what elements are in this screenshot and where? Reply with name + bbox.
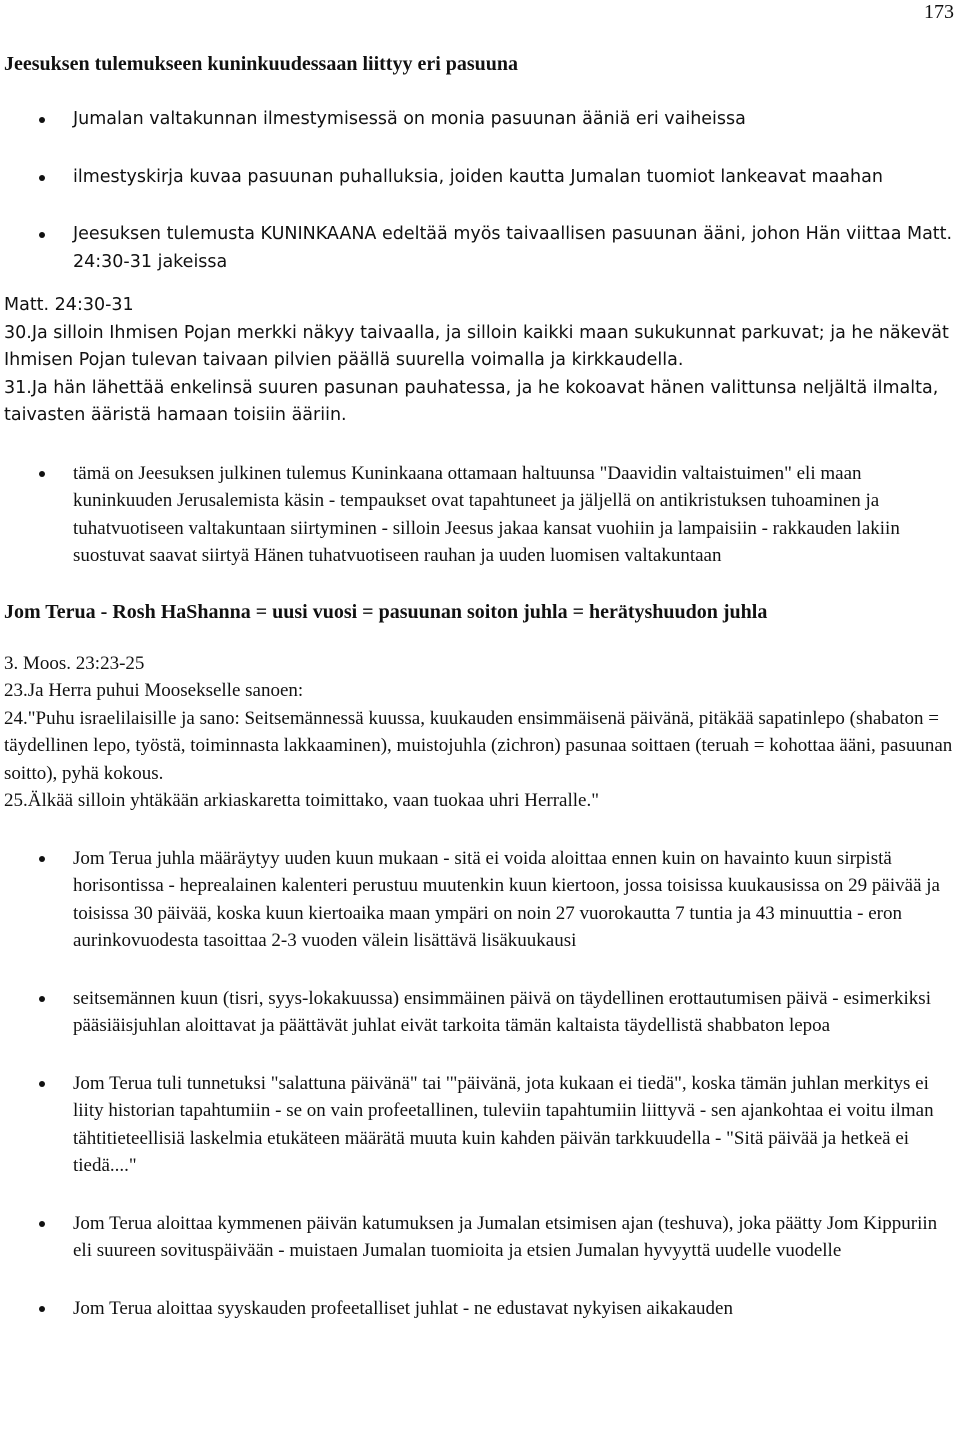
scripture-verse: 24."Puhu israelilaisille ja sano: Seitsemännessä kuussa, kuukauden ensimmäisenä päivänä, pitäkää sapatinlepo (shabaton = täydellinen lepo, työstä, toiminnasta lakkaaminen), muistojuhla (zichron) pasunaa soittaen (teruah = kohottaa ääni, pasuunan soitto), pyhä kokous.: [4, 707, 953, 784]
scripture-reference: 3. Moos. 23:23-25: [4, 652, 145, 674]
page-content: [4, 50, 956, 1322]
bullet-dot-icon: [39, 856, 45, 862]
bullet-item: [4, 164, 956, 192]
bullet-list-pasuuna: [4, 106, 956, 276]
bullet-item: [4, 106, 956, 134]
scripture-verse: 23.Ja Herra puhui Moosekselle sanoen:: [4, 680, 304, 701]
page-number: 173: [924, 1, 954, 23]
bullet-dot-icon: [39, 1081, 45, 1087]
bullet-list-tulemus: [4, 460, 956, 570]
section-heading-pasuuna: Jeesuksen tulemukseen kuninkuudessaan liittyy eri pasuuna: [4, 53, 519, 75]
bullet-item: [4, 985, 956, 1040]
bullet-item: [4, 460, 956, 570]
bullet-item: [4, 845, 956, 955]
section-heading-jom-terua: Jom Terua - Rosh HaShanna = uusi vuosi = pasuunan soiton juhla = herätyshuudon juhla: [4, 600, 768, 623]
bullet-dot-icon: [39, 117, 45, 123]
bullet-item: [4, 1295, 956, 1323]
scripture-reference: Matt. 24:30-31: [4, 295, 134, 315]
bullet-list-jom-terua: [4, 845, 956, 1323]
scripture-verse: 30.Ja silloin Ihmisen Pojan merkki näkyy taivaalla, ja silloin kaikki maan sukukunnat parkuvat; ja he näkevät Ihmisen Pojan tulevan taivaan pilvien päällä suurella voimalla ja kirkkaudella.: [4, 322, 949, 370]
scripture-verse: 31.Ja hän lähettää enkelinsä suuren pasunan pauhatessa, ja he kokoavat hänen valittunsa neljältä ilmalta, taivasten ääristä hamaan toisiin ääriin.: [4, 377, 939, 425]
bullet-text: tämä on Jeesuksen julkinen tulemus Kuninkaana ottamaan haltuunsa "Daavidin valtaistuimen" eli maan kuninkuuden Jerusalemista käsin - tempaukset ovat tapahtuneet ja jäljellä on antikristuksen tuhoaminen ja tuhatvuotiseen valtakuntaan siirtyminen - silloin Jeesus jakaa kansat vuohiin ja lampaisiin - rakkauden lakiin suostuvat saavat siirtyä Hänen tuhatvuotiseen rauhan ja uuden luomisen valtakuntaan: [73, 462, 900, 566]
bullet-dot-icon: [39, 1306, 45, 1312]
bullet-item: [4, 1210, 956, 1265]
bullet-text: Jom Terua aloittaa syyskauden profeetalliset juhlat - ne edustavat nykyisen aikakauden: [73, 1297, 733, 1319]
bullet-dot-icon: [39, 1221, 45, 1227]
bullet-text: Jom Terua tuli tunnetuksi "salattuna päivänä" tai '"päivänä, jota kukaan ei tiedä", koska tämän juhlan merkitys ei liity historian tapahtumiin - se on vain profeetallinen, tuleviin tapahtumiin liittyvä - sen ajankohtaa ei voitu ilman tähtitieteellisiä laskelmia etukäteen määrätä muuta kuin kahden päivän tarkkuudella - "Sitä päivää ja hetkeä ei tiedä....": [73, 1072, 934, 1176]
bullet-item: [4, 221, 956, 276]
scripture-quote-leviticus: [4, 650, 956, 815]
bullet-text: seitsemännen kuun (tisri, syys-lokakuussa) ensimmäinen päivä on täydellinen erottautumisen päivä - esimerkiksi pääsiäisjuhlan aloittavat ja päättävät juhlat eivät tarkoita tämän kaltaista täydellistä shabbaton lepoa: [73, 987, 931, 1036]
bullet-text: ilmestyskirja kuvaa pasuunan puhalluksia, joiden kautta Jumalan tuomiot lankeavat maahan: [73, 166, 883, 187]
bullet-dot-icon: [39, 175, 45, 181]
scripture-verse: 25.Älkää silloin yhtäkään arkiaskaretta toimittako, vaan tuokaa uhri Herralle.": [4, 790, 599, 811]
bullet-text: Jom Terua juhla määräytyy uuden kuun mukaan - sitä ei voida aloittaa ennen kuin on havainto kuun sirpistä horisontissa - heprealainen kalenteri perustuu muutenkin kuun kiertoon, jossa toisissa kuukausissa on 29 päivää ja toisissa 30 päivää, koska kuun kiertoaika maan ympäri on noin 27 vuorokautta 7 tuntia ja 43 minuuttia - eron aurinkovuodesta tasoittaa 2-3 vuoden välein lisättävä lisäkuukausi: [73, 847, 940, 951]
bullet-text: Jumalan valtakunnan ilmestymisessä on monia pasuunan ääniä eri vaiheissa: [73, 109, 746, 129]
scripture-quote-matthew: [4, 292, 956, 430]
bullet-text: Jeesuksen tulemusta KUNINKAANA edeltää myös taivaallisen pasuunan ääni, johon Hän viittaa Matt. 24:30-31 jakeissa: [73, 224, 953, 272]
bullet-item: [4, 1070, 956, 1180]
bullet-dot-icon: [39, 996, 45, 1002]
bullet-dot-icon: [39, 471, 45, 477]
bullet-text: Jom Terua aloittaa kymmenen päivän katumuksen ja Jumalan etsimisen ajan (teshuva), joka päätty Jom Kippuriin eli suureen sovituspäivään - muistaen Jumalan tuomioita ja etsien Jumalan hyvyyttä uudelle vuodelle: [73, 1212, 938, 1261]
bullet-dot-icon: [39, 232, 45, 238]
